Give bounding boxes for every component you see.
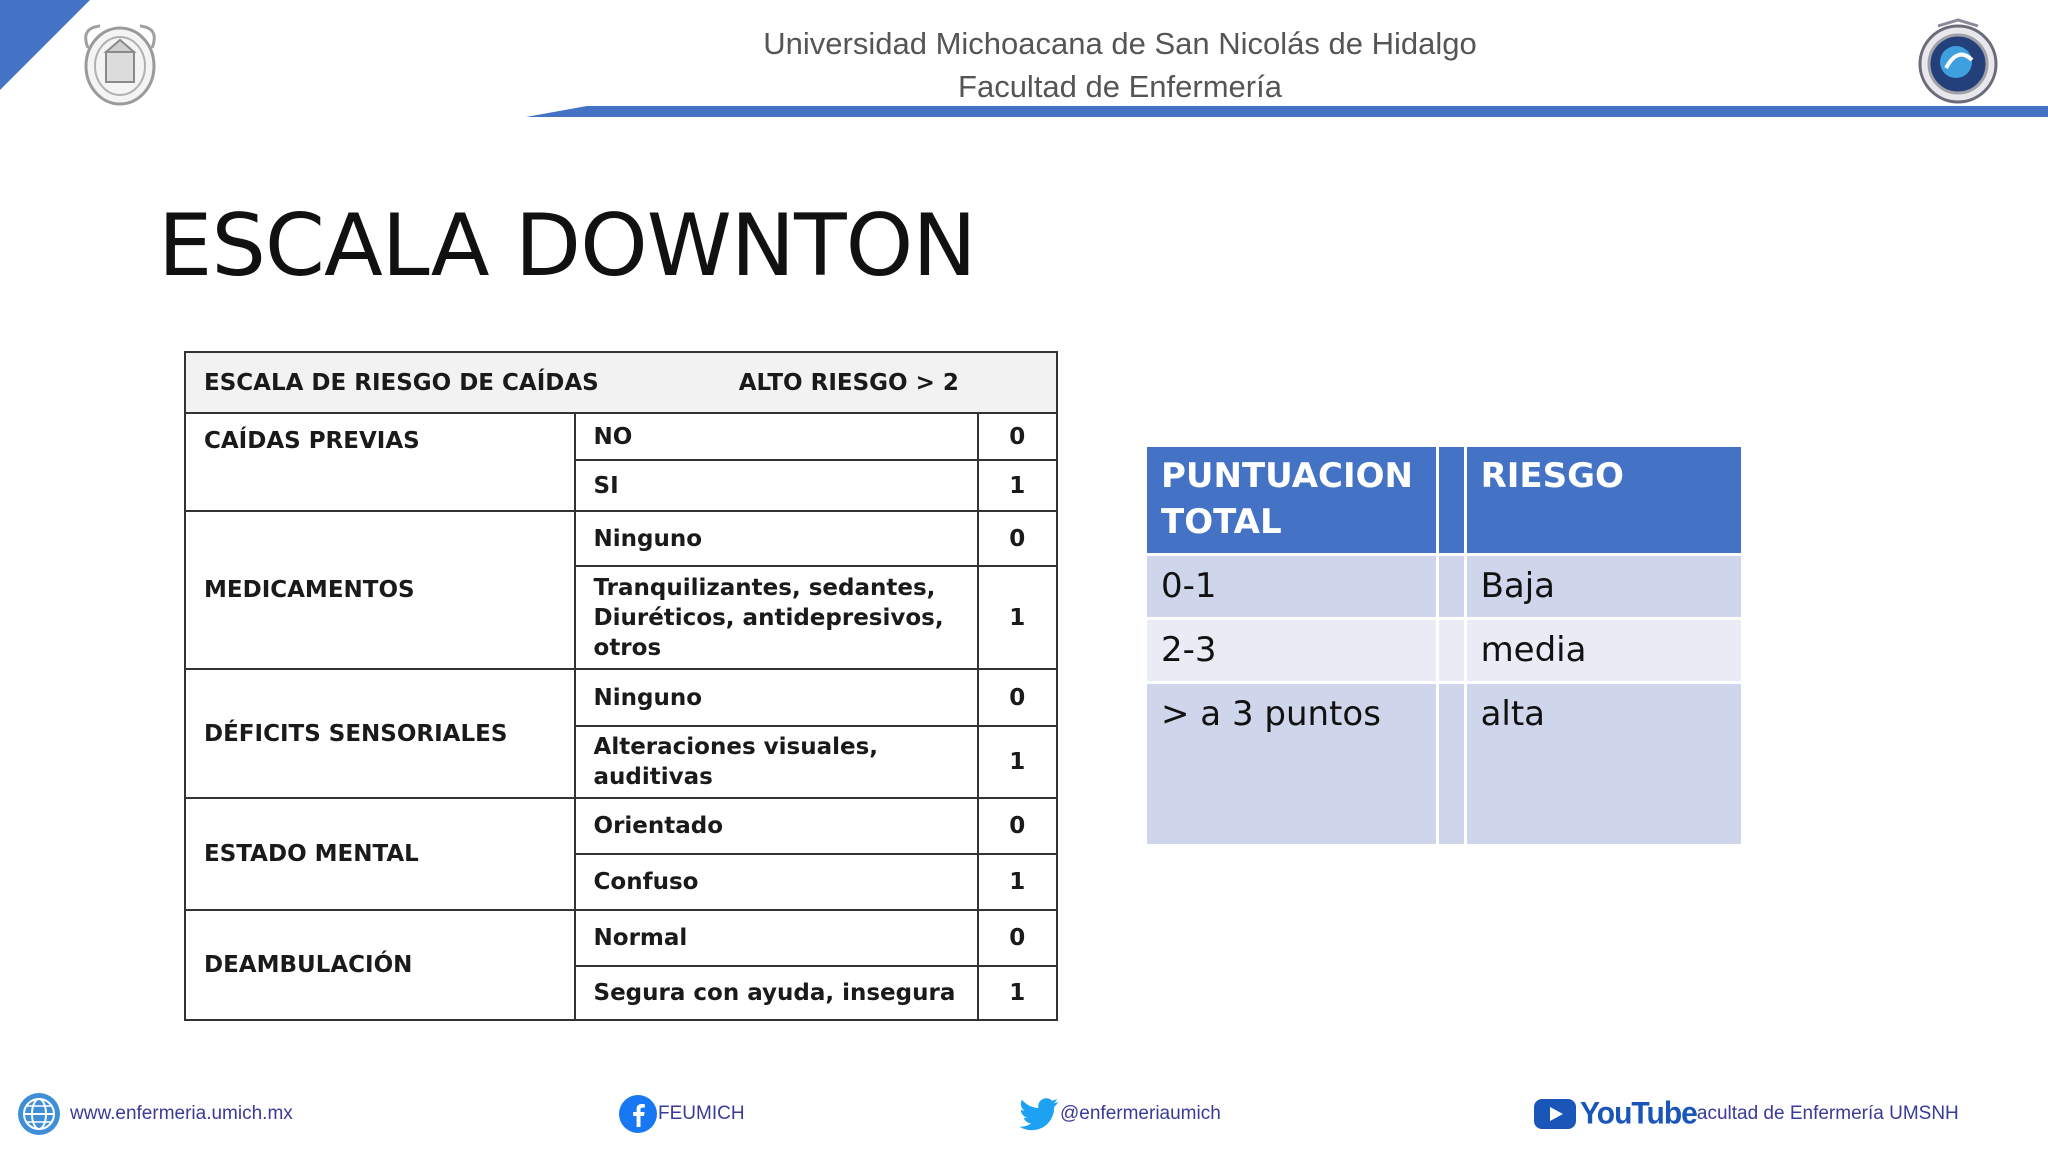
slide-title: ESCALA DOWNTON: [158, 196, 976, 296]
spacer-cell: [1437, 555, 1465, 619]
score-range: 2-3: [1146, 619, 1438, 683]
faculty-name: Facultad de Enfermería: [958, 69, 1282, 104]
facebook-text: FEUMICH: [658, 1103, 745, 1124]
institution-heading: [560, 22, 1680, 108]
option-cell: Ninguno: [575, 511, 978, 566]
twitter-bird-icon: [1020, 1096, 1060, 1132]
score-cell: 0: [978, 798, 1057, 854]
website-link[interactable]: [16, 1092, 293, 1136]
score-cell: 1: [978, 854, 1057, 910]
score-range: 0-1: [1146, 555, 1438, 619]
youtube-link[interactable]: [1534, 1092, 1959, 1136]
youtube-play-icon: [1534, 1099, 1576, 1129]
score-cell: 0: [978, 669, 1057, 726]
risk-row: [1146, 619, 1743, 683]
option-cell: Confuso: [575, 854, 978, 910]
category-cell: DEAMBULACIÓN: [185, 910, 575, 1020]
risk-row: [1146, 555, 1743, 619]
high-risk-threshold: ALTO RIESGO > 2: [738, 369, 959, 396]
risk-header-row: [1146, 446, 1743, 555]
website-text: www.enfermeria.umich.mx: [70, 1103, 293, 1124]
spacer-cell: [1437, 619, 1465, 683]
category-cell: CAÍDAS PREVIAS: [185, 413, 575, 511]
facebook-link[interactable]: [618, 1092, 745, 1136]
university-seal-logo: [78, 18, 162, 110]
score-cell: 1: [978, 460, 1057, 511]
table-header-cell: [185, 352, 1057, 413]
scale-heading: ESCALA DE RIESGO DE CAÍDAS: [204, 369, 599, 396]
category-cell: DÉFICITS SENSORIALES: [185, 669, 575, 798]
globe-icon: [16, 1091, 62, 1137]
risk-level: Baja: [1465, 555, 1742, 619]
risk-header: RIESGO: [1465, 446, 1742, 555]
table-row: [185, 413, 1057, 460]
option-cell: NO: [575, 413, 978, 460]
youtube-text: acultad de Enfermería UMSNH: [1696, 1103, 1959, 1124]
score-cell: 1: [978, 566, 1057, 669]
option-cell: Normal: [575, 910, 978, 966]
risk-level-table: [1144, 444, 1744, 847]
fall-risk-scale-table: [184, 351, 1058, 1021]
score-cell: 0: [978, 511, 1057, 566]
risk-level: alta: [1465, 683, 1742, 846]
spacer-cell: [1437, 446, 1465, 555]
option-cell: SI: [575, 460, 978, 511]
table-row: [185, 798, 1057, 854]
category-cell: MEDICAMENTOS: [185, 511, 575, 669]
corner-accent-triangle: [0, 0, 90, 90]
category-cell: ESTADO MENTAL: [185, 798, 575, 910]
table-row: [185, 910, 1057, 966]
score-cell: 0: [978, 910, 1057, 966]
twitter-link[interactable]: [1020, 1092, 1221, 1136]
total-score-header: PUNTUACION TOTAL: [1146, 446, 1438, 555]
score-range: > a 3 puntos: [1146, 683, 1438, 846]
risk-row: [1146, 683, 1743, 846]
spacer-cell: [1437, 683, 1465, 846]
twitter-text: @enfermeriaumich: [1060, 1103, 1221, 1124]
university-name: Universidad Michoacana de San Nicolás de Hidalgo: [763, 26, 1477, 61]
table-row: [185, 669, 1057, 726]
risk-level: media: [1465, 619, 1742, 683]
youtube-wordmark: YouTube: [1580, 1096, 1697, 1131]
faculty-emblem-logo: [1916, 16, 2000, 108]
option-cell: Alteraciones visuales, auditivas: [575, 726, 978, 798]
score-cell: 1: [978, 726, 1057, 798]
option-cell: Orientado: [575, 798, 978, 854]
score-cell: 0: [978, 413, 1057, 460]
facebook-icon: [618, 1094, 658, 1134]
table-row: [185, 511, 1057, 566]
option-cell: Tranquilizantes, sedantes, Diuréticos, antidepresivos, otros: [575, 566, 978, 669]
header-accent-bar: [526, 106, 2048, 117]
option-cell: Ninguno: [575, 669, 978, 726]
option-cell: Segura con ayuda, insegura: [575, 966, 978, 1020]
table-header-row: [185, 352, 1057, 413]
score-cell: 1: [978, 966, 1057, 1020]
